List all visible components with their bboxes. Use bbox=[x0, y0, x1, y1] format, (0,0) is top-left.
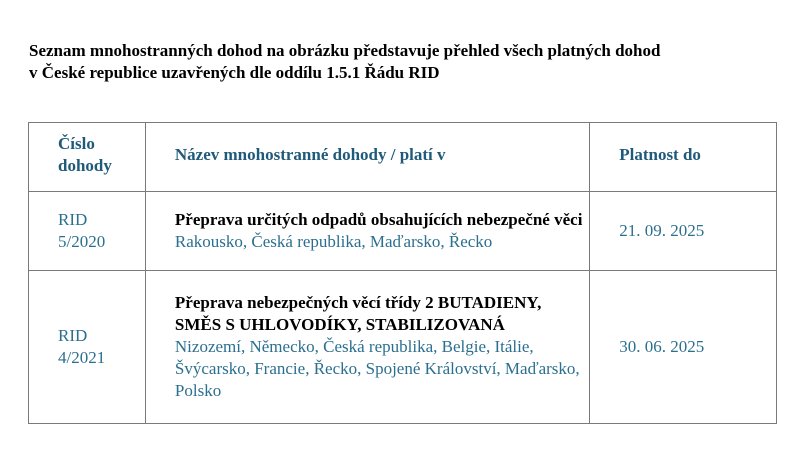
agreement-countries: Rakousko, Česká republika, Maďarsko, Řecko bbox=[174, 232, 493, 251]
agreement-valid-until: 30. 06. 2025 bbox=[590, 271, 777, 424]
table-row bbox=[29, 271, 777, 424]
header-agreement-name: Název mnohostranné dohody / platí v bbox=[145, 123, 589, 192]
intro-line-1: Seznam mnohostranných dohod na obrázku představuje přehled všech platných dohod bbox=[29, 41, 661, 60]
agreement-number-prefix: RID bbox=[58, 210, 88, 229]
table-row bbox=[29, 192, 777, 271]
header-valid-until: Platnost do bbox=[590, 123, 777, 192]
header-number-line-2: dohody bbox=[58, 156, 112, 175]
agreement-name-cell bbox=[145, 271, 589, 424]
agreement-number-prefix: RID bbox=[58, 326, 88, 345]
header-number-line-1: Číslo bbox=[58, 134, 95, 153]
agreements-table bbox=[28, 122, 777, 424]
agreement-number-cell bbox=[29, 192, 146, 271]
agreement-title: Přeprava určitých odpadů obsahujících nebezpečné věci bbox=[174, 210, 583, 229]
agreement-number-id: 5/2020 bbox=[58, 232, 106, 251]
agreement-countries: Nizozemí, Německo, Česká republika, Belgie, Itálie, Švýcarsko, Francie, Řecko, Spojené Království, Maďarsko, Polsko bbox=[174, 337, 580, 400]
agreement-valid-until: 21. 09. 2025 bbox=[590, 192, 777, 271]
agreement-number-cell bbox=[29, 271, 146, 424]
header-agreement-number bbox=[29, 123, 146, 192]
agreement-number-id: 4/2021 bbox=[58, 348, 106, 367]
table-header-row bbox=[29, 123, 777, 192]
intro-text bbox=[29, 40, 789, 84]
agreement-title: Přeprava nebezpečných věcí třídy 2 BUTADIENY, SMĚS S UHLOVODÍKY, STABILIZOVANÁ bbox=[174, 293, 542, 334]
agreement-name-cell bbox=[145, 192, 589, 271]
intro-line-2: v České republice uzavřených dle oddílu 1.5.1 Řádu RID bbox=[29, 63, 440, 82]
